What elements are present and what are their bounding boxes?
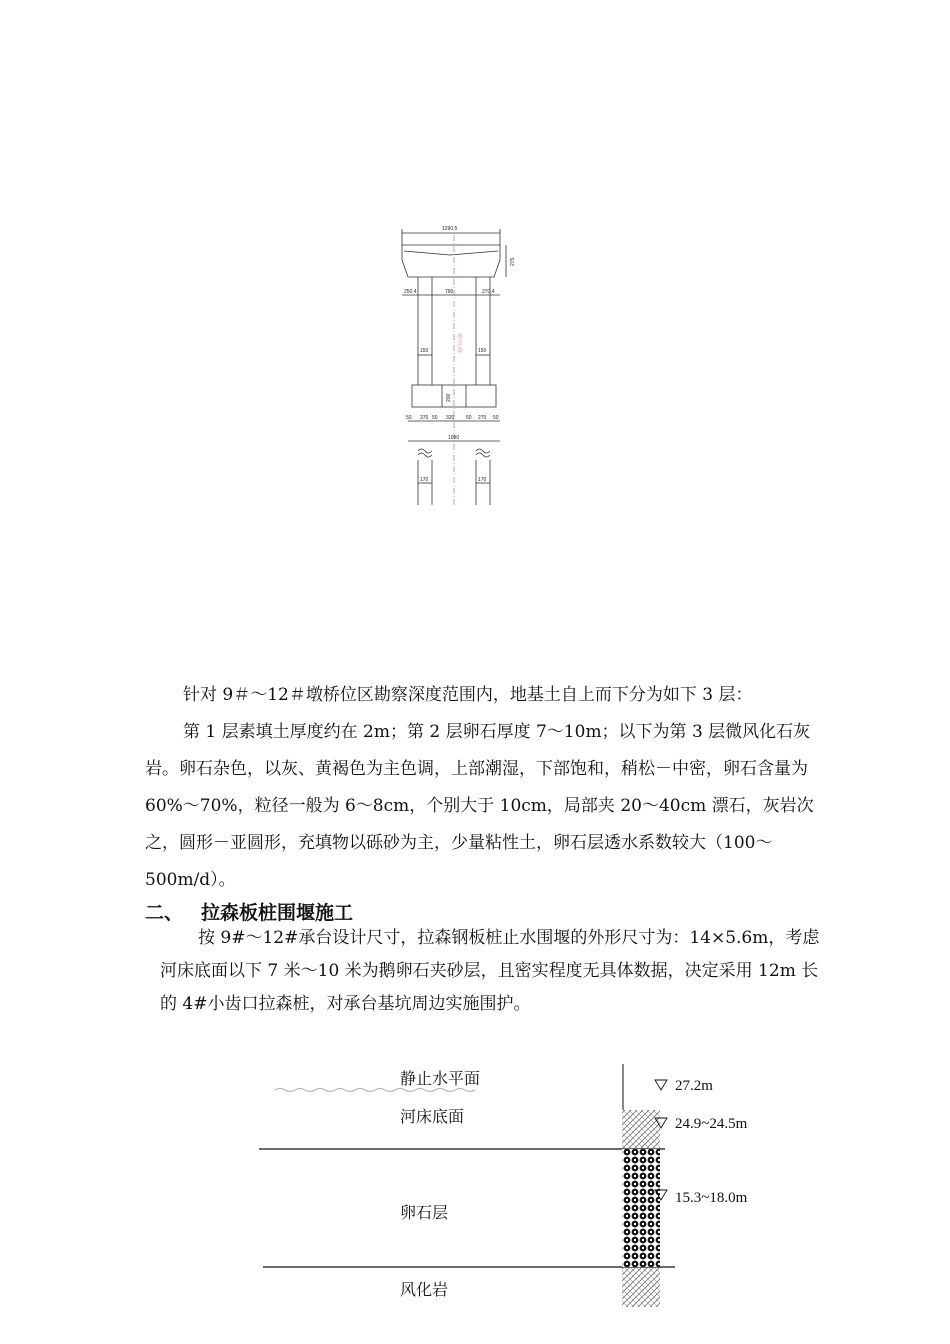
geology-section — [145, 677, 815, 899]
cofferdam-paragraph — [160, 922, 820, 1021]
dim-pile-right: 170 — [478, 477, 487, 483]
geology-body: 第 1 层素填土厚度约在 2m；第 2 层卵石厚度 7～10m；以下为第 3 层微风化石灰岩。卵石杂色，以灰、黄褐色为主色调，上部潮湿，下部饱和，稍松－中密，卵石含量为 60%～70%，粒径一般为 6～8cm，个别大于 10cm，局部夹 20～40cm 漂石，灰岩次之，圆形－亚圆形，充填物以砾砂为主，少量粘性土，卵石层透水系数较大（100～500m/d）。 — [145, 722, 814, 890]
strata-diagram — [255, 1060, 775, 1320]
cofferdam-body: 按 9#～12#承台设计尺寸，拉森钢板桩止水围堰的外形尺寸为：14×5.6m，考虑河床底面以下 7 米～10 米为鹅卵石夹砂层，且密实程度无具体数据，决定采用 12m 长的 4#小齿口拉森桩，对承台基坑周边实施围护。 — [160, 928, 820, 1014]
dim-foot-7: 50 — [493, 415, 499, 421]
section-heading — [145, 898, 353, 925]
riverbed-label: 河床底面 — [400, 1107, 465, 1126]
dim-left-offset: 250.4 — [404, 289, 417, 295]
center-line-label: 墩中心线 — [456, 333, 462, 354]
gravel-layer-label: 卵石层 — [400, 1203, 449, 1222]
elev-riverbed: 24.9~24.5m — [675, 1116, 748, 1132]
dim-pile-left: 170 — [420, 477, 429, 483]
dim-col-right: 150 — [478, 348, 487, 354]
dim-foot-1: 50 — [406, 415, 412, 421]
dim-foot-5: 50 — [466, 415, 472, 421]
dim-col-left: 150 — [420, 348, 429, 354]
elev-gravel: 15.3~18.0m — [675, 1190, 748, 1206]
dim-cap-depth: 200 — [446, 393, 452, 402]
dim-foot-6: 270 — [478, 415, 487, 421]
dim-foot-4: 320 — [446, 415, 455, 421]
section-number: 二、 — [145, 902, 184, 924]
geology-intro: 针对 9＃～12＃墩桥位区勘察深度范围内，地基土自上而下分为如下 3 层： — [183, 685, 753, 705]
dim-foot-2: 270 — [420, 415, 429, 421]
pier-elevation-drawing — [390, 215, 530, 510]
weathered-rock-label: 风化岩 — [400, 1280, 449, 1299]
dim-foot-3: 50 — [432, 415, 438, 421]
dim-foot-total: 1090 — [448, 435, 460, 441]
section-title: 拉森板桩围堰施工 — [201, 902, 354, 924]
water-level-label: 静止水平面 — [400, 1069, 481, 1088]
dim-cap-height: 275 — [510, 257, 516, 266]
elev-water: 27.2m — [675, 1078, 713, 1094]
dim-top-width: 1290.5 — [442, 226, 458, 232]
dim-center-gap: 790 — [445, 289, 454, 295]
dim-right-offset: 270.4 — [482, 289, 495, 295]
